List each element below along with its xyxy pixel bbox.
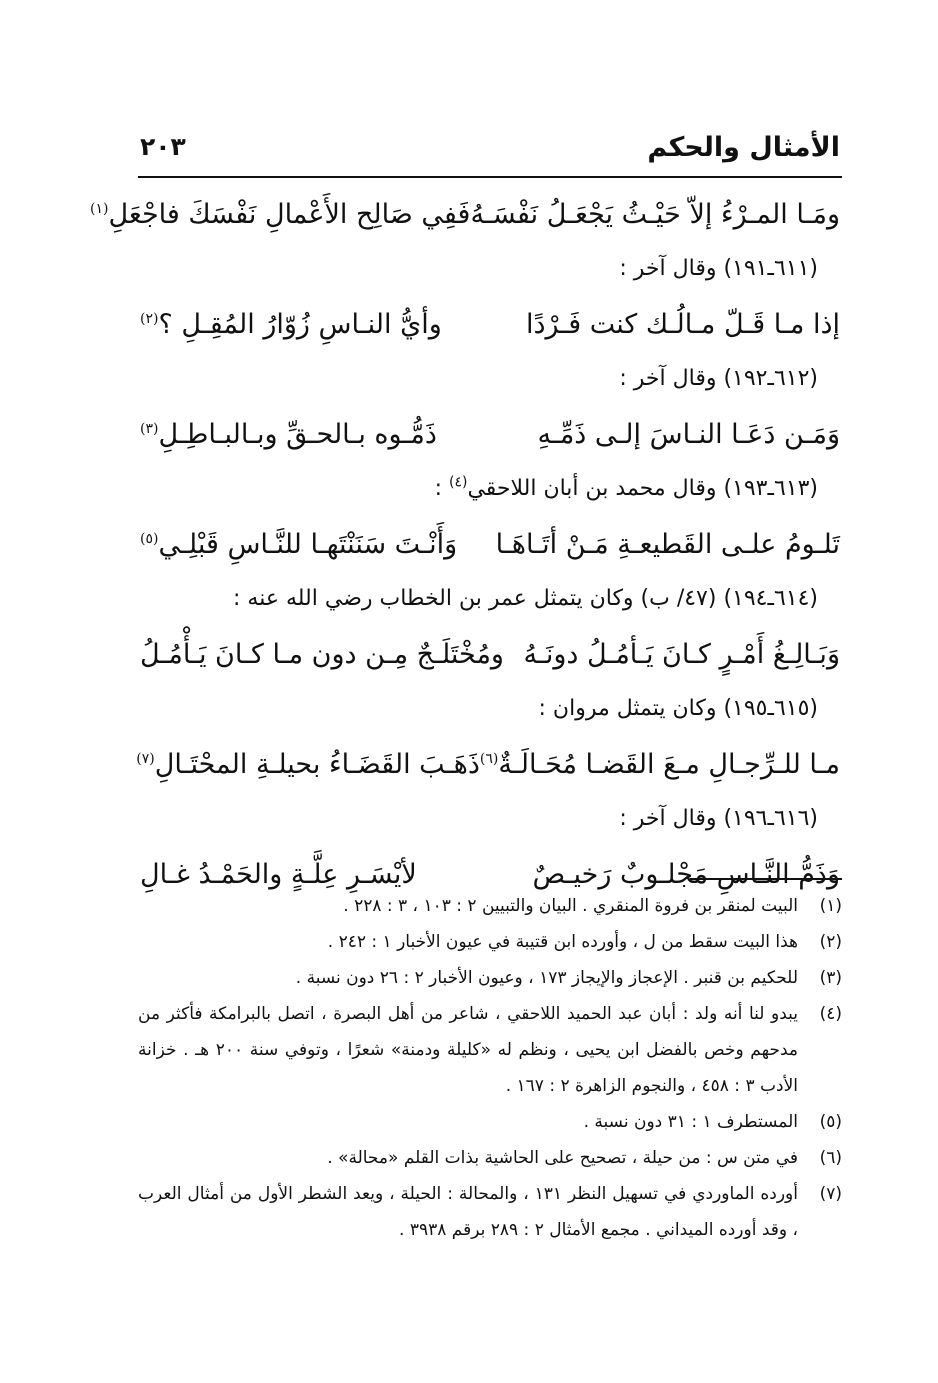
footnote-text: للحكيم بن قنبر . الإعجاز والإيجاز ١٧٣ ، وعيون الأخبار ٢ : ٢٦ دون نسبة . (295, 968, 798, 988)
footnote-number: (٢) (819, 932, 842, 952)
entry-intro: (٦١٥ـ١٩٥) وكان يتمثل مروان : (538, 696, 818, 721)
hemistich-second: لأيْسَـرِ عِلَّـةٍ والحَمْـدُ غـالِ (140, 858, 417, 890)
hemistich-first: تَلـومُ علـى القَطيعـةِ مَـنْ أتَـاهَـا (495, 528, 840, 560)
footnote-text: في متن س : من حيلة ، تصحيح على الحاشية بذات القلم «محالة» . (327, 1148, 798, 1168)
hemistich-first: ومَـا المـرْءُ إلاّ حَيْـثُ يَجْعَـلُ نَفْسَـهُ (470, 198, 840, 230)
footnote-text: البيت لمنقر بن فروة المنقري . البيان والتبيين ٢ : ١٠٣ ، ٣ : ٢٢٨ . (343, 896, 798, 916)
verse-body (90, 186, 840, 902)
footnote-number: (٦) (819, 1148, 842, 1168)
hemistich-second: ومُخْتَلَـجٌ مِـن دون مـا كـانَ يَـأْمُـلُ (140, 638, 504, 670)
footnote-marker: (١) (90, 200, 109, 217)
entry-intro: (٦١٤ـ١٩٤) (٤٧/ ب) وكان يتمثل عمر بن الخطاب رضي الله عنه : (233, 586, 818, 611)
footnote-number: (٤) (819, 1004, 842, 1024)
footnote (138, 1140, 842, 1176)
footnote-number: (٧) (819, 1184, 842, 1204)
verse-line (90, 186, 840, 242)
footnote-marker: (٤) (448, 474, 468, 491)
footnote-text: المستطرف ١ : ٣١ دون نسبة . (583, 1112, 798, 1132)
footnote (138, 1176, 842, 1248)
footnote-number: (٥) (819, 1112, 842, 1132)
hemistich-second: وَأَنْـتَ سَنَنْتَهـا للنَّـاسِ قَبْلِـي$^{(٥)}$ (140, 528, 458, 560)
verse-line (136, 736, 840, 792)
hemistich-first: وَذَمُّ النَّـاسِ مَجْلـوبٌ رَخيـصٌ (532, 858, 840, 890)
hemistich-first: وَبَـالِـغُ أَمْـرٍ كـانَ يَـأمُـلُ دونَـهُ (523, 638, 840, 670)
footnote-marker: (٥) (140, 530, 159, 547)
footnote-text: هذا البيت سقط من ل ، وأورده ابن قتيبة في عيون الأخبار ١ : ٢٤٢ . (327, 932, 798, 952)
entry-intro: (٦١٣ـ١٩٣) وقال محمد بن أبان اللاحقي$^{(٤)}$ : (434, 474, 818, 501)
footnote-marker: (٢) (140, 310, 159, 327)
footnote-separator (690, 878, 842, 880)
footnotes (138, 888, 842, 1248)
footnote-marker: (٧) (136, 750, 155, 767)
footnote (138, 1104, 842, 1140)
running-header (140, 128, 840, 172)
verse-line (140, 626, 840, 682)
footnote-marker: (٦) (479, 750, 499, 767)
header-rule (138, 176, 842, 178)
footnote (138, 996, 842, 1104)
footnote-number: (١) (819, 896, 842, 916)
footnote-text: أورده الماوردي في تسهيل النظر ١٣١ ، والمحالة : الحيلة ، ويعد الشطر الأول من أمثال العرب ، وقد أورده الميداني . مجمع الأمثال ٢ : ٢٨٩ برقم ٣٩٣٨ . (138, 1184, 798, 1240)
hemistich-second: وأيُّ النـاسِ زُوّارُ المُقِـلِ ؟$^{(٢)}$ (140, 308, 442, 340)
hemistich-second: ذَمُّـوه بـالحـقِّ وبـالبـاطِـلِ$^{(٣)}$ (140, 418, 437, 450)
footnote-marker: (٣) (140, 420, 159, 437)
hemistich-second: ذَهَـبَ القَضَـاءُ بحيلـةِ المحْتَـالِ$^{(٧)}$ (136, 748, 480, 780)
entry-intro: (٦١١ـ١٩١) وقال آخر : (619, 256, 818, 281)
hemistich-second: فَفِي صَالِح الأَعْمالِ نَفْسَكَ فاجْعَلِ$^{(١)}$ (90, 198, 471, 230)
hemistich-first: مـا للـرِّجـالِ مـعَ القَضـا مُحَـالَـةٌ$^{(٦)}$ (479, 748, 840, 780)
entry-intro: (٦١٦ـ١٩٦) وقال آخر : (619, 806, 818, 831)
footnote (138, 960, 842, 996)
entry-intro: (٦١٢ـ١٩٢) وقال آخر : (619, 366, 818, 391)
hemistich-first: وَمَـن دَعَـا النـاسَ إلـى ذَمِّـهِ (537, 418, 840, 450)
footnote (138, 924, 842, 960)
page-number: ٢٠٣ (140, 132, 186, 161)
verse-line (140, 406, 840, 462)
chapter-title: الأمثال والحكم (647, 132, 840, 163)
verse-line (140, 516, 840, 572)
hemistich-first: إذا مـا قَـلّ مـالُـك كنت فَـرْدًا (525, 308, 840, 340)
footnote-number: (٣) (819, 968, 842, 988)
footnote-text: يبدو لنا أنه ولد : أبان عبد الحميد اللاحقي ، شاعر من أهل البصرة ، اتصل بالبرامكة فأكثر من مدحهم وخص بالفضل ابن يحيى ، ونظم له «كليلة ودمنة» شعرًا ، وتوفي سنة ٢٠٠ هـ . خزانة الأدب ٣ : ٤٥٨ ، والنجوم الزاهرة ٢ : ١٦٧ . (138, 1004, 798, 1096)
verse-line (140, 296, 840, 352)
footnote (138, 888, 842, 924)
